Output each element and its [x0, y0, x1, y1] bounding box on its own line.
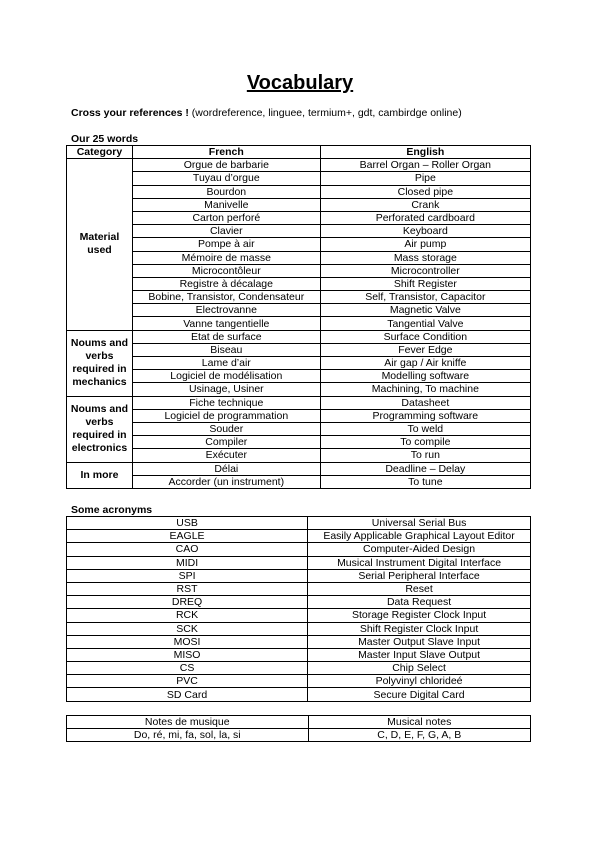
acronym-meaning: Data Request — [308, 596, 531, 609]
vocabulary-row — [67, 251, 531, 264]
acronym-row — [67, 530, 531, 543]
acronym: USB — [67, 517, 308, 530]
french-notes: Do, ré, mi, fa, sol, la, si — [67, 729, 309, 742]
english-term: Surface Condition — [320, 330, 530, 343]
french-term: Exécuter — [132, 449, 320, 462]
acronym-meaning: Reset — [308, 582, 531, 595]
english-term: To weld — [320, 422, 530, 435]
category-cell: Material used — [67, 159, 133, 330]
french-term: Registre à décalage — [132, 277, 320, 290]
english-term: Deadline – Delay — [320, 462, 530, 475]
acronym: SPI — [67, 569, 308, 582]
vocabulary-row — [67, 317, 531, 330]
vocabulary-row — [67, 291, 531, 304]
vocabulary-row — [67, 462, 531, 475]
acronym: RST — [67, 582, 308, 595]
vocabulary-row — [67, 475, 531, 488]
english-term: Crank — [320, 198, 530, 211]
french-term: Accorder (un instrument) — [132, 475, 320, 488]
french-term: Lame d’air — [132, 357, 320, 370]
vocabulary-row — [67, 383, 531, 396]
english-term: Microcontroller — [320, 264, 530, 277]
french-term: Biseau — [132, 343, 320, 356]
vocabulary-header-row — [67, 146, 531, 159]
musical-notes-row — [67, 729, 531, 742]
acronym-meaning: Universal Serial Bus — [308, 517, 531, 530]
acronym-meaning: Musical Instrument Digital Interface — [308, 556, 531, 569]
acronyms-section-label: Some acronyms — [71, 504, 153, 516]
category-header: Category — [67, 146, 133, 159]
french-term: Microcontôleur — [132, 264, 320, 277]
english-term: Tangential Valve — [320, 317, 530, 330]
musical-notes-row — [67, 716, 531, 729]
acronym-row — [67, 543, 531, 556]
references-list: (wordreference, linguee, termium+, gdt, cambirdge online) — [188, 107, 462, 119]
acronym-row — [67, 596, 531, 609]
english-term: To compile — [320, 436, 530, 449]
vocabulary-row — [67, 396, 531, 409]
english-term: Machining, To machine — [320, 383, 530, 396]
acronym: DREQ — [67, 596, 308, 609]
acronym-row — [67, 648, 531, 661]
vocabulary-row — [67, 264, 531, 277]
references-bold: Cross your references ! — [71, 107, 189, 119]
page-title: Vocabulary — [246, 72, 354, 94]
vocabulary-row — [67, 436, 531, 449]
acronym: RCK — [67, 609, 308, 622]
acronym-row — [67, 635, 531, 648]
english-term: Self, Transistor, Capacitor — [320, 291, 530, 304]
vocabulary-row — [67, 225, 531, 238]
french-term: Manivelle — [132, 198, 320, 211]
vocabulary-row — [67, 304, 531, 317]
english-header: English — [320, 146, 530, 159]
english-term: Programming software — [320, 409, 530, 422]
acronym-meaning: Polyvinyl chlorideé — [308, 675, 531, 688]
category-cell: Noums and verbs required in mechanics — [67, 330, 133, 396]
acronym-row — [67, 556, 531, 569]
acronym-meaning: Secure Digital Card — [308, 688, 531, 701]
french-term: Pompe à air — [132, 238, 320, 251]
french-term: Etat de surface — [132, 330, 320, 343]
english-term: To run — [320, 449, 530, 462]
vocabulary-row — [67, 198, 531, 211]
vocabulary-row — [67, 211, 531, 224]
french-term: Usinage, Usiner — [132, 383, 320, 396]
acronym: SD Card — [67, 688, 308, 701]
french-term: Bobine, Transistor, Condensateur — [132, 291, 320, 304]
references-line — [71, 107, 462, 119]
acronym-row — [67, 609, 531, 622]
english-term: Perforated cardboard — [320, 211, 530, 224]
english-term: Mass storage — [320, 251, 530, 264]
english-term: To tune — [320, 475, 530, 488]
french-term: Fiche technique — [132, 396, 320, 409]
acronym-meaning: Chip Select — [308, 662, 531, 675]
french-term: Bourdon — [132, 185, 320, 198]
acronym-row — [67, 675, 531, 688]
french-term: Délai — [132, 462, 320, 475]
vocabulary-row — [67, 343, 531, 356]
french-term: Souder — [132, 422, 320, 435]
acronym: PVC — [67, 675, 308, 688]
category-cell: In more — [67, 462, 133, 488]
musical-notes-table — [66, 715, 531, 742]
vocabulary-row — [67, 422, 531, 435]
acronym: MOSI — [67, 635, 308, 648]
french-term: Logiciel de modélisation — [132, 370, 320, 383]
english-term: Pipe — [320, 172, 530, 185]
vocabulary-row — [67, 330, 531, 343]
acronym: MIDI — [67, 556, 308, 569]
acronym-row — [67, 688, 531, 701]
category-cell: Noums and verbs required in electronics — [67, 396, 133, 462]
vocabulary-row — [67, 238, 531, 251]
french-term: Logiciel de programmation — [132, 409, 320, 422]
vocabulary-row — [67, 409, 531, 422]
acronym-row — [67, 662, 531, 675]
vocabulary-row — [67, 449, 531, 462]
french-term: Electrovanne — [132, 304, 320, 317]
english-term: Air pump — [320, 238, 530, 251]
acronym-row — [67, 569, 531, 582]
english-term: Shift Register — [320, 277, 530, 290]
acronym-meaning: Storage Register Clock Input — [308, 609, 531, 622]
english-term: Modelling software — [320, 370, 530, 383]
acronym: SCK — [67, 622, 308, 635]
acronym: CS — [67, 662, 308, 675]
vocabulary-row — [67, 185, 531, 198]
french-term: Tuyau d’orgue — [132, 172, 320, 185]
acronym-row — [67, 517, 531, 530]
words-section-label: Our 25 words — [71, 133, 139, 145]
english-term: Barrel Organ – Roller Organ — [320, 159, 530, 172]
vocabulary-row — [67, 172, 531, 185]
acronym-meaning: Master Input Slave Output — [308, 648, 531, 661]
acronym: EAGLE — [67, 530, 308, 543]
acronym-row — [67, 622, 531, 635]
french-term: Mémoire de masse — [132, 251, 320, 264]
english-term: Closed pipe — [320, 185, 530, 198]
french-notes: Notes de musique — [67, 716, 309, 729]
english-term: Magnetic Valve — [320, 304, 530, 317]
french-term: Clavier — [132, 225, 320, 238]
french-term: Carton perforé — [132, 211, 320, 224]
english-notes: Musical notes — [308, 716, 531, 729]
acronym: CAO — [67, 543, 308, 556]
english-term: Keyboard — [320, 225, 530, 238]
acronym-row — [67, 582, 531, 595]
english-term: Air gap / Air kniffe — [320, 357, 530, 370]
acronyms-table — [66, 516, 531, 702]
acronym-meaning: Easily Applicable Graphical Layout Editor — [308, 530, 531, 543]
french-term: Orgue de barbarie — [132, 159, 320, 172]
vocabulary-row — [67, 357, 531, 370]
french-term: Vanne tangentielle — [132, 317, 320, 330]
acronym-meaning: Shift Register Clock Input — [308, 622, 531, 635]
acronym: MISO — [67, 648, 308, 661]
french-term: Compiler — [132, 436, 320, 449]
vocabulary-table — [66, 145, 531, 489]
vocabulary-row — [67, 159, 531, 172]
vocabulary-row — [67, 370, 531, 383]
acronym-meaning: Serial Peripheral Interface — [308, 569, 531, 582]
acronym-meaning: Computer-Aided Design — [308, 543, 531, 556]
acronym-meaning: Master Output Slave Input — [308, 635, 531, 648]
vocabulary-row — [67, 277, 531, 290]
french-header: French — [132, 146, 320, 159]
english-term: Datasheet — [320, 396, 530, 409]
english-notes: C, D, E, F, G, A, B — [308, 729, 531, 742]
english-term: Fever Edge — [320, 343, 530, 356]
